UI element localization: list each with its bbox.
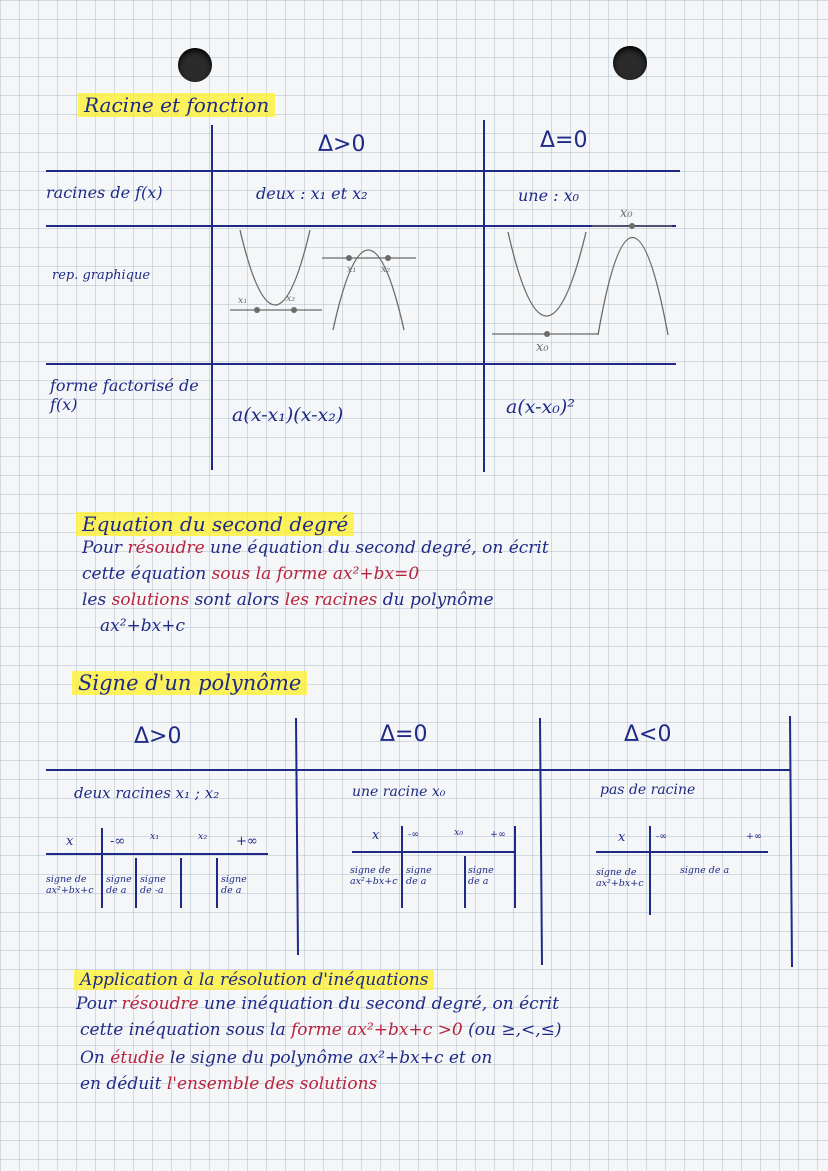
sign-tab1-minus-inf: -∞ <box>110 834 126 849</box>
equation-line-2: cette équation sous la forme ax²+bx=0 <box>82 564 420 584</box>
sign-tab3-plus-inf: +∞ <box>746 831 762 842</box>
sign-tab1-row-label: signe de ax²+bx+c <box>46 874 94 896</box>
sign-tab1-plus-inf: +∞ <box>236 834 258 849</box>
application-line-4: en déduit l'ensemble des solutions <box>80 1074 378 1094</box>
equation-line-1: Pour résoudre une équation du second degré, on écrit <box>82 538 549 558</box>
sign-tab1-cell-1: signe de a <box>106 874 132 896</box>
page-title: Racine et fonction <box>78 93 275 117</box>
sign-tab2-x: x <box>372 828 380 843</box>
application-line-2: cette inéquation sous la forme ax²+bx+c >0 (ou ≥,<,≤) <box>80 1020 562 1040</box>
sign-header-delta-zero: Δ=0 <box>380 722 428 747</box>
sign-tab2-minus-inf: -∞ <box>408 829 420 840</box>
factorized-two-roots: a(x-x₁)(x-x₂) <box>232 404 344 426</box>
sign-tab2-cell-2: signe de a <box>468 865 494 887</box>
sign-tab1-cell-2: signe de -a <box>140 874 166 896</box>
sign-tab1-x2: x₂ <box>198 831 208 842</box>
sign-tab2-cell-1: signe de a <box>406 865 432 887</box>
row-label-graph: rep. graphique <box>52 268 151 283</box>
section-title-sign: Signe d'un polynôme <box>72 671 307 695</box>
graph-label-x1: x₁ <box>238 295 248 306</box>
application-line-1: Pour résoudre une inéquation du second degré, on écrit <box>76 994 560 1014</box>
sign-tab1-x: x <box>66 834 74 849</box>
graph-label-x0: x₀ <box>620 206 633 221</box>
cell-one-root: une : x₀ <box>518 186 580 205</box>
row-label-factorized: forme factorisé de f(x) <box>50 376 199 415</box>
roots-one: une racine x₀ <box>352 784 446 800</box>
sign-tab2-x0: x₀ <box>454 827 464 838</box>
graph-label-x1: x₁ <box>347 264 357 275</box>
graph-label-x2: x₂ <box>381 264 391 275</box>
sign-tab3-cell-1: signe de a <box>680 865 730 876</box>
sign-header-delta-negative: Δ<0 <box>624 722 672 747</box>
sign-tab2-plus-inf: +∞ <box>490 829 506 840</box>
roots-none: pas de racine <box>600 782 696 798</box>
sign-tab3-minus-inf: -∞ <box>656 831 668 842</box>
equation-line-3: les solutions sont alors les racines du polynôme <box>82 590 494 610</box>
factorized-one-root: a(x-x₀)² <box>506 396 575 418</box>
sign-header-delta-positive: Δ>0 <box>134 724 182 749</box>
row-label-roots: racines de f(x) <box>46 183 163 202</box>
sign-tab1-x1: x₁ <box>150 831 160 842</box>
section-title-application: Application à la résolution d'inéquations <box>74 970 434 990</box>
sign-tab1-cell-3: signe de a <box>221 874 247 896</box>
equation-line-4: ax²+bx+c <box>100 616 186 636</box>
sign-tab2-row-label: signe de ax²+bx+c <box>350 865 398 887</box>
roots-two: deux racines x₁ ; x₂ <box>74 784 220 802</box>
table1-header-delta-positive: Δ>0 <box>318 132 366 157</box>
sign-tab3-x: x <box>618 830 626 845</box>
table1-header-delta-zero: Δ=0 <box>540 128 588 153</box>
graph-label-x0: x₀ <box>536 340 549 355</box>
cell-two-roots: deux : x₁ et x₂ <box>256 184 368 203</box>
sign-tab3-row-label: signe de ax²+bx+c <box>596 867 644 889</box>
application-line-3: On étudie le signe du polynôme ax²+bx+c et on <box>80 1048 493 1068</box>
section-title-equation: Equation du second degré <box>76 512 354 536</box>
graph-label-x2: x₂ <box>286 293 296 304</box>
